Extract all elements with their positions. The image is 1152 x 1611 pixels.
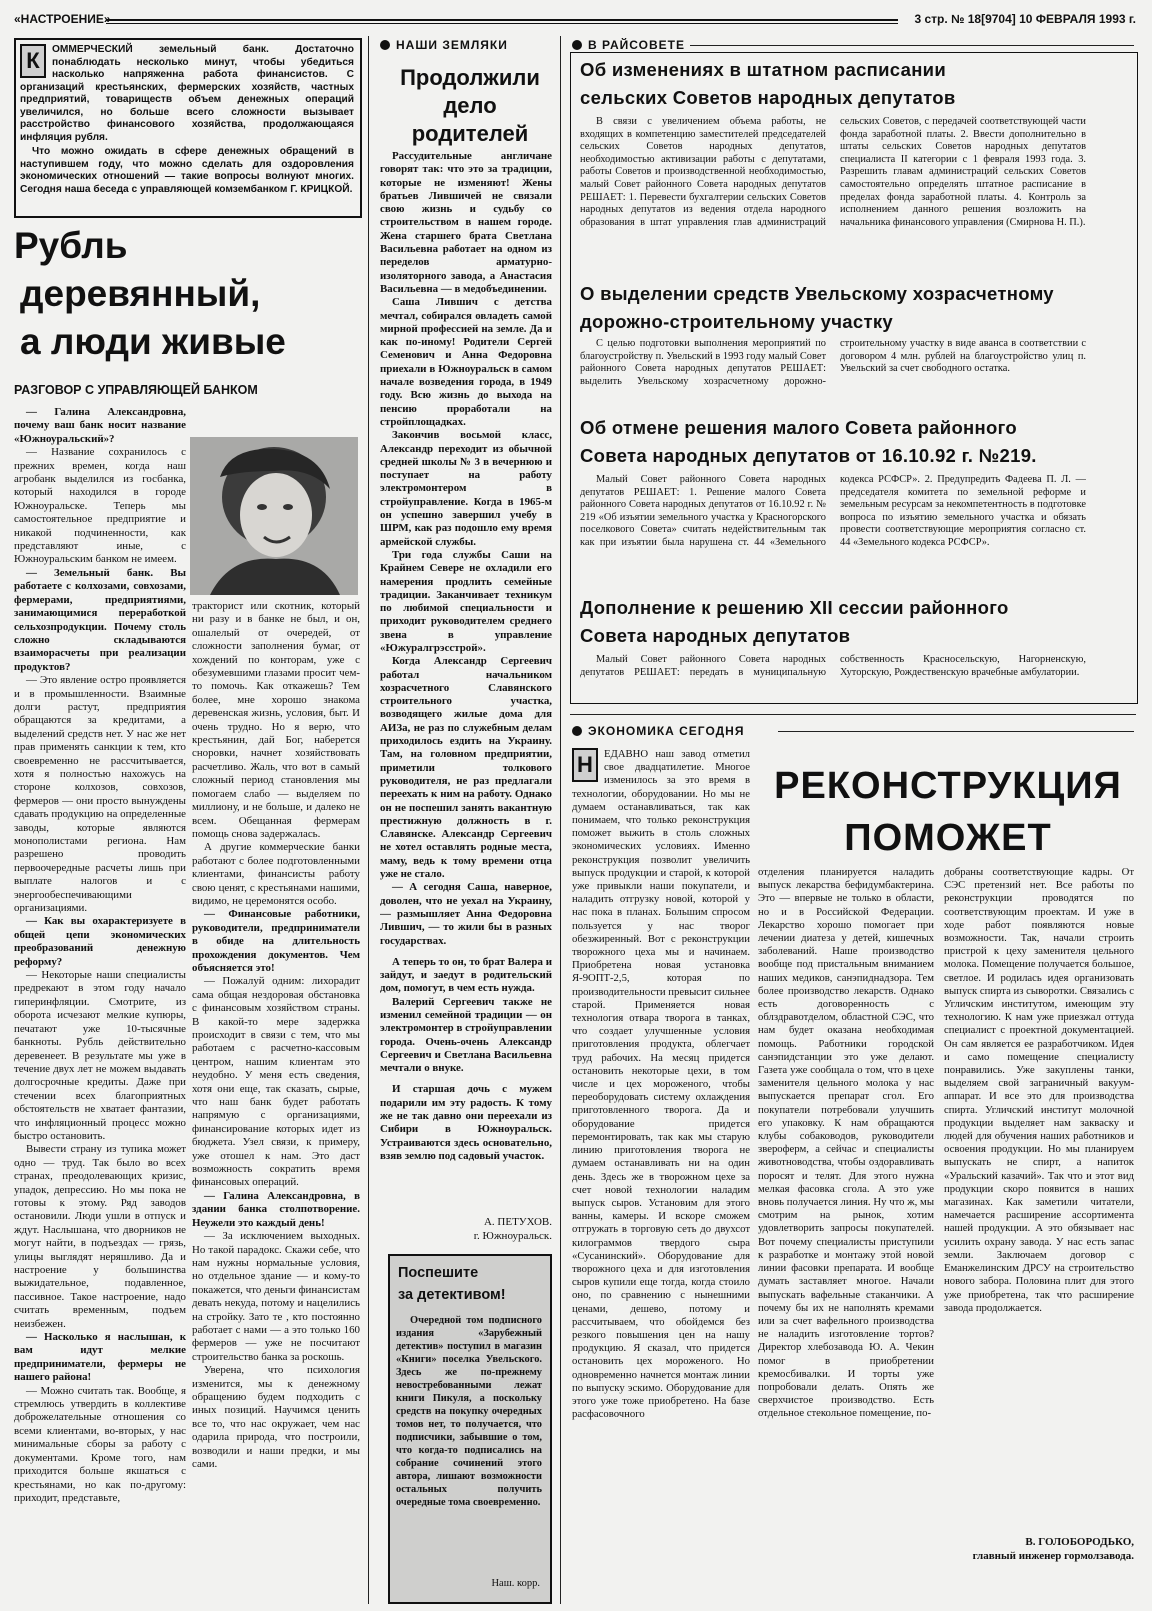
detective-signature: Наш. корр. [491,1578,540,1589]
zemlyaki-paragraph: Рассудительные англичане говорят так: что это за традиции, которые не изменяют! Жены братьев Лившичей не связали свою жизнь и судьбу со строительством в нашем городе. Жена старшего брата Светлана Васильевна работает на одном из переделов арматурно-изоляторного завода, а Анастасия Васильевна — в медобъединении. [380,150,552,295]
title-line-2: деревянный, [20,273,261,314]
qa-paragraph: — За исключением выходных. Но такой парадокс. Скажи себе, что нам нужны нормальные условия, но отдельное здание — и кому-то покажется, что деньги финансистам девать некуда, потому и нацелились на стройку. Зато те , кто постоянно работает с нами — а это только 160 фермеров — уже не посчитают строительство банка за роскошь. [192,1230,360,1363]
economy-dropcap: Н [572,748,598,782]
zemlyaki-paragraph: Закончив восьмой класс, Александр переходит из обычной средней школы № 3 в вечернюю и поступает на работу электромонтером в стройуправление. Когда в 1965-м он успешно завершил учебу в ШРМ, как раз подошло ему время армейской службы. [380,429,552,548]
bullet-icon [572,40,582,50]
qa-paragraph: — Название сохранилось с прежних времен, когда наш агробанк выделился из госбанка, который находился в городе Южноуральске. Теперь мы самостоятельное предприятие и никакой подчиненности, как представляют иные, с Южноуральским банком не имеем. [14,446,186,566]
intro-paragraph-1: ОММЕРЧЕСКИЙ земельный банк. Достаточно понаблюдать несколько минут, чтобы убедиться насколько напряженна работа финансистов. С организаций крестьянских, фермерских хозяйств, частных предприятий, товариществ объем денежных операций увеличился, но больше всего сложности вызывает расстройство финансового хозяйства, продолжающаяся инфляция рубля. [20,44,354,143]
decree-4-text: Малый Совет районного Совета народных депутатов РЕШАЕТ: передать в муниципальную собственность Красносельскую, Нагорненскую, Хуторскую, Рождественскую врачебные амбулатории. [580,654,1086,678]
rubric-zemlyaki [380,38,508,52]
economy-author: В. ГОЛОБОРОДЬКО, [1025,1536,1134,1548]
portrait-photo [190,437,358,595]
title-line-2: дело [443,93,497,118]
economy-author-role: главный инженер гормолзавода. [972,1550,1134,1562]
decree-3-text: Малый Совет районного Совета народных депутатов РЕШАЕТ: 1. Решение малого Совета районного Совета народных депутатов от 16.10.92 г. № 219 «Об изъятии земельного участка у Красногорского поселкового Совета» считать недействительным так как при изъятии была нарушена ст. 44 «Земельного кодекса РСФСР». 2. Предупредить Фадеева П. Л. — председателя комитета по земельной реформе и земельным ресурсам за некомпетентность в подготовке вопроса по изъятию земельного участка и обязать провести соответствующие мероприятия согласно ст. 44 «Земельного кодекса РСФСР». [580,474,1086,548]
zemlyaki-city: г. Южноуральск. [473,1230,552,1242]
qa-paragraph: Вывести страну из тупика может одно — труд. Так было во всех странах, преодолевающих кризис, упадок, депрессию. Но мы пока не готовы к этому. Ряд заводов остановили. Люди ушли в отпуск и ждут. Наслышана, что дворников не могут найти, в подъездах — грязь, улицы выглядят неряшливо. Да и настроение у большинства выжидательное, подавленное, пассивное. Такое настроение, надо считать временным, подъем неизбежен. [14,1143,186,1330]
decree-3-title [580,414,1132,470]
zemlyaki-title [380,64,560,148]
title-line-3: родителей [411,121,529,146]
economy-title [760,760,1136,864]
main-article-subtitle: РАЗГОВОР С УПРАВЛЯЮЩЕЙ БАНКОМ [14,383,258,397]
zemlyaki-paragraph: — А сегодня Саша, наверное, доволен, что не уехал на Украину, — размышляет Анна Федоровна Лившич, — то жили бы в разных государствах. [380,881,552,947]
intro-paragraph-2: Что можно ожидать в сфере денежных обращений в наступившем году, что можно сделать для оздоровления экономических отношений — такие вопросы волнуют многих. Сегодня наша беседа с управляющей комзембанком Г. КРИЦКОЙ. [20,146,354,195]
intro-dropcap: К [20,44,46,78]
title-line-2: ПОМОЖЕТ [844,817,1052,859]
intro-text [20,44,354,196]
decree-4-title [580,594,1132,650]
rubric-label: ЭКОНОМИКА СЕГОДНЯ [588,724,745,738]
title-line-1: Продолжили [400,65,540,90]
title-line-1: Дополнение к решению XII сессии районного [580,597,1009,618]
detective-text: Очередной том подписного издания «Зарубежный детектив» поступил в магазин «Книги» поселка Увельского. Здесь же по-прежнему невостребованными лежат книги Пикуля, а поскольку средств на покупку очередных томов нет, то получается, что подписчики, забывшие о том, что когда-то подписались на собрание сочинений этого автора, лишают возможности остальных получить очередные тома своевременно. [396,1315,542,1508]
qa-paragraph: — Земельный банк. Вы работаете с колхозами, совхозами, фермерами, предприятиями, занимающимися переработкой сельхозпродукции. Почему столь сложно складываются взаиморасчеты при реализации продуктов? [14,566,186,673]
zemlyaki-paragraph: Когда Александр Сергеевич работал начальником хозрасчетного Славянского строительного участка, возводящего жилые дома для АИЗа, не раз по служебным делам приходилось ездить на Украину. Там, на головном предприятии, приметили толкового руководителя, не раз предлагали переехать к ним на работу. Однако он не поспешил занять вакантную престижную должность в г. Славянске. Александр Сергеевич не хотел оставлять родные места, маму, ведь к тому времени отца уже не стало. [380,655,552,881]
page-header [14,10,1136,30]
title-line-2: Совета народных депутатов [580,625,851,646]
portrait-image [190,437,358,595]
title-line-1: РЕКОНСТРУКЦИЯ [774,765,1122,807]
qa-paragraph: — Пожалуй одним: лихорадит сама общая нездоровая обстановка с финансовым хозяйством страны. В какой-то мере задержка происходит в связи с тем, что мы работаем с расчетно-кассовым центром, нашим клиентам это неудобно. У меня есть сведения, хотя они еще, так сказать, сырые, что наш банк будет работать напрямую с организациями, финансирование которых идет из бюджета. Узел связи, к примеру, уже отошел к нам. Это даст возможность сократить время финансовых операций. [192,975,360,1189]
economy-col-1 [572,748,750,1604]
zemlyaki-author: А. ПЕТУХОВ. [483,1216,552,1228]
rubric-raisovet [572,38,685,52]
main-article-col-1 [14,406,186,1604]
qa-paragraph: А другие коммерческие банки работают с более подготовленными клиентами, финансисты работу свою ценят, с крестьянами нашими, видимо, не церемонятся особо. [192,841,360,907]
column-divider [560,36,561,1604]
bullet-icon [380,40,390,50]
title-line-2: Совета народных депутатов от 16.10.92 г. №219. [580,445,1037,466]
zemlyaki-paragraph: Валерий Сергеевич также не изменил семейной традиции — он электромонтер в стройуправлении города. Очень-очень Александр Сергеевич и Светлана Васильевна мечтали о внуке. [380,995,552,1075]
qa-paragraph: — Финансовые работники, руководители, предприниматели в обиде на длительность прохождения документов. Чем объясняется это! [192,908,360,974]
newspaper-name: «НАСТРОЕНИЕ» [14,12,111,26]
section-rule [570,714,1136,715]
economy-col-2: отделения планируется наладить выпуск лекарства бефидумбактерина. Это — впервые не только в области, но и в Российской Федерации. Лекарство хорошо помогает при лечении диатеза у детей, кишечных заболеваний. Наше производство вообще под пристальным вниманием наших медиков, санэпиднадзора. Тем более производство лекарств. Однако есть договоренность с облздравотделом, областной СЭС, что нам будет оказана необходимая помощь. Работники городской санэпидстанции это уже делают. Газета уже сообщала о том, что в цехе заменителя цельного молока у нас выпускается препарат сгол. Его покупатели потребовали улучшить его упаковку. К нам обращаются клубы собаководов, руководители звероферм, а сейчас и специалисты животноводства, чтобы оздоравливать поросят и телят. Для этого нужна мелкая фасовка сгола. А это уже вновь получается линия. Ну что ж, мы смотрим на рынок, хотим удовлетворить запросы покупателей. Вот почему специалисты приступили к разработке и монтажу этой новой линии фасовки препарата. И вообще думать заставляет многое. Начали выпускать вафельные стаканчики. А почему бы их не наполнять кремами или за счет вафельного производства не наладить изготовление тортов? Директор хлебозавода Ю. А. Чекин помог в приобретении кремосбивалки. И торты уже попробовали делать. Опять же сверхчистое производство. Есть отдельное стекольное помещение, по- [758,866,934,1420]
zemlyaki-text [380,150,552,1212]
decree-1-text: В связи с увеличением объема работы, не входящих в компетенцию заместителей председателей сельских Советов народных депутатов, необходимостью активизации работы с депутатами, работы Советов и производственной необходимостью, малый Совет районного Совета народных депутатов РЕШАЕТ: 1. Перевести бухгалтерии сельских Советов народных депутатов из ведения отдела народного образования в штат управления глав администраций сельских Советов, с передачей соответствующей части фонда заработной платы. 2. Ввести дополнительно в штаты сельских Советов народных депутатов специалиста II категории с 1 февраля 1993 года. 3. Разрешить главам администраций сельских Советов самостоятельно определять штатное расписание в пределах фонда заработной платы. 4. Контроль за исполнением данного решения возложить на начальника финансового управления (Смирнова Н. П.). [580,116,1086,228]
qa-paragraph: — Галина Александровна, почему ваш банк носит название «Южноуральский»? [14,406,186,445]
qa-paragraph: — Насколько я наслышан, к вам идут мелкие предприниматели, фермеры не нашего района! [14,1331,186,1384]
title-line-3: а люди живые [20,321,286,362]
rubric-rule [778,731,1134,732]
rubric-rule [690,45,1134,46]
rubric-label: В РАЙСОВЕТЕ [588,38,685,52]
main-article-title [14,222,364,366]
qa-paragraph: Уверена, что психология изменится, мы к денежному обращению будем подходить с иных позиций. Научимся ценить все то, что нас окружает, чем нас одарила природа, что построили, возводили и наши предки, и мы сами. [192,1364,360,1470]
title-line-2: сельских Советов народных депутатов [580,87,956,108]
title-line-2: дорожно-строительному участку [580,311,893,332]
rubric-label: НАШИ ЗЕМЛЯКИ [396,38,508,52]
qa-paragraph: тракторист или скотник, который ни разу и в банке не был, и он, ошалелый от очередей, от сложности заполнения бумаг, от хождений по конторам, уже с обезумевшими глазами просит чем-то помочь. Как откажешь? Тем более, мне хорошо знакома деревенская жизнь, условия, быт. И очень трудно. Но я верю, что крестьянин, дай Бог, наберется сноровки, начнет хозяйствовать расчетливо. Жаль, что вот в самый сложный период становления мы помогаем слабо — выделяем по миллиону, и не больше, и далеко не всем. Обещанная фермерам помощь снова задержалась. [192,600,360,840]
title-line-1: Об изменениях в штатном расписании [580,59,947,80]
bullet-icon [572,726,582,736]
decree-2-title [580,280,1132,336]
column-divider [368,36,369,1604]
zemlyaki-paragraph: И старшая дочь с мужем подарили им эту радость. К тому же не так давно они переехали из Сибири в Южноуральск. Устраиваются здесь основательно, взяв землю под садовый участок. [380,1083,552,1162]
main-article-col-2 [192,600,360,1604]
detective-title [398,1262,542,1306]
decree-1-title [580,56,1130,112]
title-line-2: за детективом! [398,1287,506,1303]
header-rule [106,19,898,24]
title-line-1: Поспешите [398,1265,479,1281]
zemlyaki-paragraph: Саша Лившич с детства мечтал, собирался овладеть самой мирной профессией на земле. Да и как по-иному! Родители Сергей Семенович и Анна Федоровна приехали в Южноуральск в самом начале возведения города, в 1949 году. Всю жизнь до выхода на пенсию проработали на стройплощадках. [380,296,552,428]
qa-paragraph: — Некоторые наши специалисты предрекают в этом году начало гиперинфляции. Смотрите, из оборота исчезают мелкие купюры, печатают уже 10-тысячные банкноты. Рубль действительно деревенеет. В результате мы уже в течение двух лет не можем выдавать долгосрочные кредиты. Даже при стечении всех благоприятных обстоятельств не хватает фантазии, что инфляционный процесс можно быстро остановить. [14,969,186,1142]
issue-info: 3 стр. № 18[9704] 10 ФЕВРАЛЯ 1993 г. [914,12,1136,26]
decree-2-text: С целью подготовки выполнения мероприятий по благоустройству п. Увельский в 1993 году малый Совет районного Совета народных депутатов РЕШАЕТ: выделить Увельскому хозрасчетному дорожно-строительному участку в виде аванса в соответствии с договором 4 млн. рублей на благоустройство улиц п. Увельский за счет свободного остатка. [580,338,1086,387]
title-line-1: Рубль [14,225,128,266]
economy-col-1-text: ЕДАВНО наш завод отметил свое двадцатилетие. Многое изменилось за это время в технологии, оборудовании. Но мы не думаем останавливаться, так как понимаем, что только реконструкция поможет выжить в столь сложных экономических условиях. Именно реконструкция позволит увеличить выпуск продукции и старой, к которой уже привыкли наши покупатели, и наладить отгрузку новой, которой у нас пока в планах. Большим спросом пользуется у нас творог обезжиренный. Вот с реконструкции творожного цеха мы и начинаем. Приобретена новая установка Я-9ОПТ-2,5, которая по производительности превысит сильнее старой. Применяется новая технология отвара творога в танках, что создает улучшенные условия приготовления продукта, облегчает труд рабочих. На месяц придется остановить некоторые цехи, в том числе и цех мороженого, чтобы переоборудовать систему охлаждения приготовленного творога. Да и оборудование придется перемонтировать, так как мы старую линию приготовления творога не думаем останавливать ни на один день. Здесь же в творожном цехе за счет новой технологии наладим выпуск сыров. Установим для этого ванны, камеры. И вскоре сможем отгружать в торговую сеть до двухсот килограммов твердого сыра «Сусанинский». Оборудование для творожного цеха и для изготовления сыров купили еще тогда, когда стоило оно, по сравнению с нынешними ценами, дешево, потому и рассчитываем, что обойдемся без резкого повышения цен на нашу продукцию. Я сказал, что придется остановить цех мороженого. Но одновременно начнется монтаж линии по выпуску эскимо. Оборудование для этого уже тоже приобретено. На базе расфасовочного [572,748,750,1421]
zemlyaki-paragraph: А теперь то он, то брат Валера и зайдут, и заедут в родительский дом, помогут, в чем есть нужда. [380,955,552,995]
zemlyaki-paragraph: Три года службы Саши на Крайнем Севере не охладили его намерения продлить семейные традиции. Заканчивает техникум по любимой специальности и приходит руководителем среднего звена в управление «Южуралгрэсстрой». [380,548,552,654]
qa-paragraph: — Это явление остро проявляется и в промышленности. Взаимные долги растут, предприятия обращаются за кредитами, а выделений средств нет. У нас же нет прав применять санкции к тем, кто своевременно не рассчитывается, хотя я полностью нахожусь на стороне колхозов, совхозов, фермеров — они просто вынуждены сдавать продукцию на определенные заводы, которые являются монополистами региона. Нам разрешено проводить первоочередные расчеты лишь при выплате налогов и с энергообеспечивающими организациями. [14,674,186,915]
rubric-economy [572,724,744,738]
title-line-1: О выделении средств Увельскому хозрасчетному [580,283,1054,304]
qa-paragraph: — Можно считать так. Вообще, я стремлюсь утвердить в коллективе доброжелательные отношения со всеми клиентами, во-вторых, у нас минимальные сборы за работу с документами. Кроме того, нам приходится больше якшаться с крестьянами, но как по-другому: приходит, представьте, [14,1384,186,1504]
qa-paragraph: — Галина Александровна, в здании банка столпотворение. Неужели это каждый день! [192,1189,360,1229]
economy-col-3: добраны соответствующие кадры. От СЭС претензий нет. Все работы по реконструкции проводятся по соответствующим проектам. И уже в ходе работ появляются новые возможности. Так, начали строить пристрой к цеху заменителя цельного молока. Помещение получается большое, светлое. И родилась идея организовать выпуск спирта из сыворотки. Связались с Угличским институтом, имеющим эту технологию. К нам уже приезжал оттуда специалист с проектной документацией. Он сам является ее разработчиком. Идея и само помещение специалисту понравились. Уже закуплены танки, выделяем свой заграничный вакуум-аппарат. И все это для производства спирта. Угличский институт молочной продукции выделяет нам закваску и людей для обучения наших работников и освоения продукции. Но мы планируем выпускать не спирт, а напиток «Уральский казачий». Так что и этот вид продукции скоро появится в наших магазинах. Как заметили читатели, намечается расширение ассортимента нашей продукции. А это обязывает нас усилить охрану завода. У нас есть запас земли. Заключаем договор с Еманжелинским ДРСУ на строительство нового забора. Половина плит для этого уже приобретена, так что расширение завода продолжается. [944,866,1134,1314]
title-line-1: Об отмене решения малого Совета районного [580,417,1017,438]
qa-paragraph: — Как вы охарактеризуете в общей цепи экономических преобразований денежную реформу? [14,915,186,968]
